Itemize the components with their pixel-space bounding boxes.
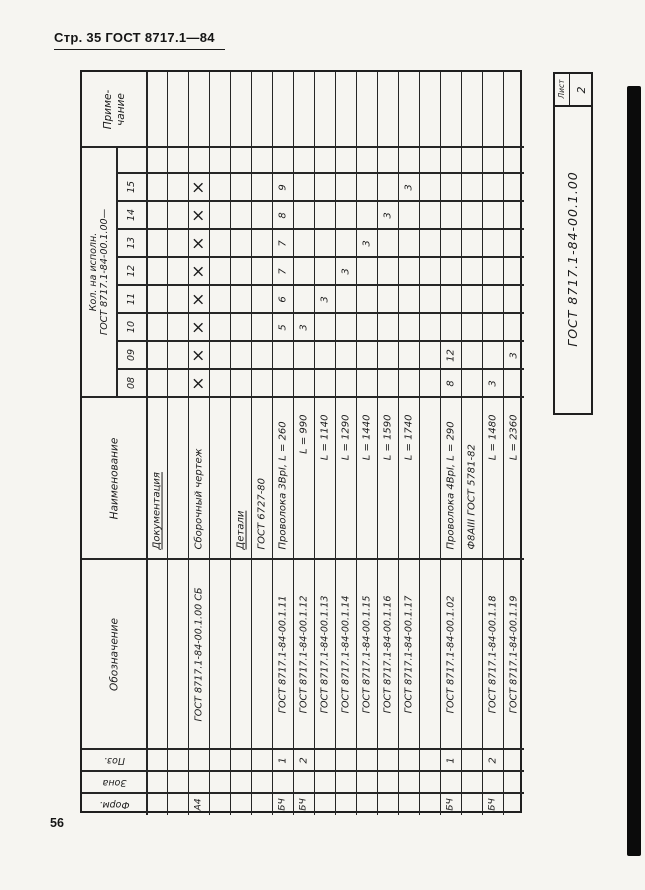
column-label-name: Наименование xyxy=(108,437,121,519)
qty-col-label: 10 xyxy=(125,320,137,334)
row-designation-cell: ГОСТ 8717.1-84-00.1.15 xyxy=(361,595,373,713)
qty-cell: 3 xyxy=(319,295,331,303)
qty-cell: 8 xyxy=(444,379,456,387)
row-pos-cell: 2 xyxy=(298,756,310,764)
row-form-cell: БЧ xyxy=(444,797,456,811)
qty-col-label: 14 xyxy=(125,208,137,222)
row-designation-cell: ГОСТ 8717.1-84-00.1.13 xyxy=(319,595,331,713)
row-name-cell: ГОСТ 6727-80 xyxy=(256,477,268,549)
grid-line xyxy=(116,147,117,397)
sheet-number: 2 xyxy=(574,86,588,94)
row-name-cell: Документация xyxy=(151,471,163,549)
row-name-cell: L = 1590 xyxy=(382,413,394,460)
row-form-cell: БЧ xyxy=(297,797,309,811)
stamp-document-number: ГОСТ 8717.1-84-00.1.00 xyxy=(564,171,580,347)
row-name-cell: L = 1290 xyxy=(340,413,352,460)
row-designation-cell: ГОСТ 8717.1-84-00.1.18 xyxy=(487,595,499,713)
grid-line xyxy=(117,368,524,369)
row-name-cell: L = 1140 xyxy=(319,413,331,460)
row-designation-cell: ГОСТ 8717.1-84-00.1.00 СБ xyxy=(193,586,205,722)
column-label-pos: Поз. xyxy=(103,755,126,767)
qty-cell: 6 xyxy=(277,295,289,303)
grid-line xyxy=(117,284,524,285)
scan-edge-artifact xyxy=(627,86,641,856)
column-label-designation: Обозначение xyxy=(108,617,121,691)
qty-col-label: 13 xyxy=(125,236,137,250)
row-designation-cell: ГОСТ 8717.1-84-00.1.02 xyxy=(445,595,457,713)
qty-cell: 3 xyxy=(486,379,498,387)
qty-cell: × xyxy=(188,347,209,363)
row-name-cell: Сборочный чертеж xyxy=(193,447,205,549)
qty-col-label: 09 xyxy=(125,348,137,362)
row-name-cell: Проволока 3ВрI, L = 260 xyxy=(277,420,289,549)
title-block-stamp xyxy=(553,72,593,415)
row-designation-cell: ГОСТ 8717.1-84-00.1.11 xyxy=(277,595,289,713)
row-designation-cell: ГОСТ 8717.1-84-00.1.19 xyxy=(508,595,519,713)
row-designation-cell: ГОСТ 8717.1-84-00.1.16 xyxy=(382,595,394,713)
qty-cell: × xyxy=(188,235,209,251)
grid-line xyxy=(117,200,524,201)
qty-cell: 3 xyxy=(507,351,519,359)
qty-cell: 3 xyxy=(403,183,415,191)
qty-cell: 9 xyxy=(277,183,289,191)
qty-cell: 3 xyxy=(382,211,394,219)
grid-line xyxy=(82,146,524,148)
qty-cell: 3 xyxy=(340,267,352,275)
qty-cell: 7 xyxy=(277,239,289,247)
qty-cell: × xyxy=(188,263,209,279)
specification-table xyxy=(80,70,522,813)
grid-line xyxy=(117,172,524,173)
row-form-cell: БЧ xyxy=(276,797,288,811)
grid-line xyxy=(82,770,524,771)
folio-number: 56 xyxy=(50,816,64,830)
row-name-cell: L = 990 xyxy=(298,413,310,454)
row-name-cell: L = 1440 xyxy=(361,413,373,460)
row-form-cell: БЧ xyxy=(486,797,498,811)
row-name-cell: L = 1740 xyxy=(403,413,415,460)
column-label-zone: Зона xyxy=(102,777,127,789)
qty-col-label: 11 xyxy=(125,292,137,306)
row-name-cell: Детали xyxy=(235,510,247,549)
grid-line xyxy=(117,340,524,341)
qty-cell: 8 xyxy=(277,211,289,219)
qty-cell: 7 xyxy=(277,267,289,275)
page-header xyxy=(54,30,225,50)
qty-col-label: 08 xyxy=(125,376,137,390)
row-pos-cell: 1 xyxy=(277,756,289,764)
qty-cell: 3 xyxy=(361,239,373,247)
page-number-header: Стр. 35 xyxy=(54,30,102,45)
column-label-note: Приме- чание xyxy=(102,89,127,130)
row-name-cell: Проволока 4ВрI, L = 290 xyxy=(444,420,456,549)
grid-line xyxy=(117,256,524,257)
qty-cell: 5 xyxy=(277,323,289,331)
qty-cell: × xyxy=(188,207,209,223)
row-form-cell: А4 xyxy=(193,797,205,811)
qty-col-label: 12 xyxy=(125,264,137,278)
grid-line xyxy=(82,558,524,560)
row-pos-cell: 2 xyxy=(486,756,498,764)
grid-line xyxy=(167,72,168,815)
row-name-cell: L = 2360 xyxy=(507,413,519,460)
row-name-cell: Ф8АIII ГОСТ 5781-82 xyxy=(465,443,477,549)
sheet-label: Лист xyxy=(556,79,566,99)
standard-number: ГОСТ 8717.1—84 xyxy=(105,30,215,45)
row-pos-cell: 1 xyxy=(444,756,456,764)
stamp-divider xyxy=(555,105,591,107)
column-label-form: Форм. xyxy=(99,799,130,811)
qty-cell: × xyxy=(188,319,209,335)
qty-cell: × xyxy=(188,291,209,307)
qty-col-label: 15 xyxy=(125,180,137,194)
row-name-cell: L = 1480 xyxy=(486,413,498,460)
row-designation-cell: ГОСТ 8717.1-84-00.1.12 xyxy=(298,595,310,713)
row-designation-cell: ГОСТ 8717.1-84-00.1.17 xyxy=(403,595,415,713)
grid-line xyxy=(117,312,524,313)
qty-cell: × xyxy=(188,179,209,195)
grid-line xyxy=(117,228,524,229)
row-designation-cell: ГОСТ 8717.1-84-00.1.14 xyxy=(340,595,352,713)
column-label-quantity-header: Кол. на исполн. ГОСТ 8717.1-84-00.1.00— xyxy=(87,208,110,336)
qty-cell: 12 xyxy=(444,348,456,362)
qty-cell: 3 xyxy=(298,323,310,331)
qty-cell: × xyxy=(188,375,209,391)
